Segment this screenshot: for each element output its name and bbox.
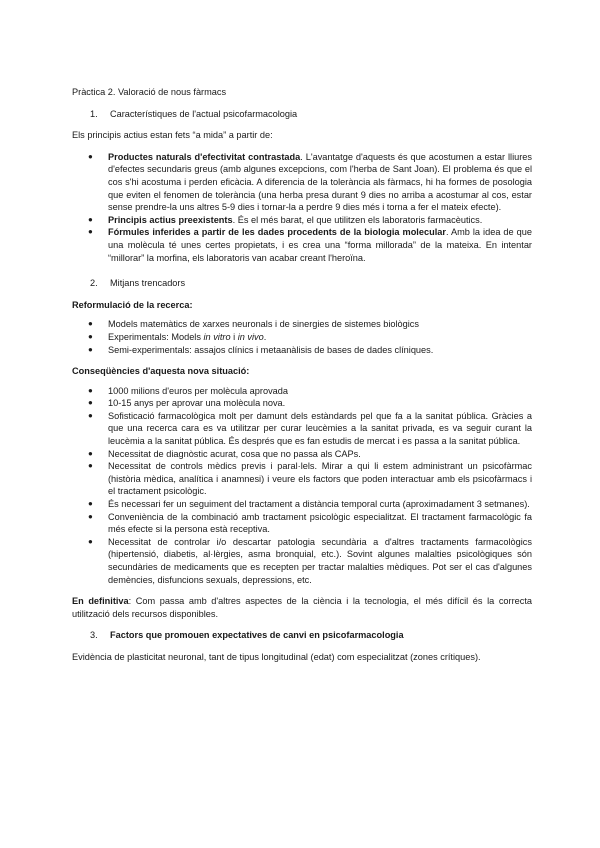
list-item bbox=[88, 498, 532, 511]
bullet-icon: ● bbox=[88, 151, 93, 161]
bullet-icon: ● bbox=[88, 410, 93, 420]
bullet-icon: ● bbox=[88, 499, 93, 509]
section-3-number: 3. bbox=[90, 630, 98, 641]
list-item-text: Necessitat de diagnòstic acurat, cosa que no passa als CAPs. bbox=[108, 448, 361, 459]
list-item bbox=[88, 511, 532, 536]
section-3-heading bbox=[90, 629, 532, 642]
list-item bbox=[88, 344, 532, 357]
list-item bbox=[88, 151, 532, 214]
subheading-reformulation: Reformulació de la recerca: bbox=[72, 299, 193, 310]
bullet-icon: ● bbox=[88, 511, 93, 521]
bullet-icon: ● bbox=[88, 344, 93, 354]
conclusion-label: En definitiva bbox=[72, 596, 129, 607]
section-3-title: Factors que promouen expectatives de canvi en psicofarmacologia bbox=[110, 630, 404, 641]
section-1-list bbox=[72, 151, 532, 264]
list-item-text: Semi-experimentals: assajos clínics i metaanàlisis de bases de dades clíniques. bbox=[108, 344, 434, 355]
list-item bbox=[88, 397, 532, 410]
list-item-text: Necessitat de controlar i/o descartar patologia secundària a d'altres tractaments farmacològics (hipertensió, diabetis, al·lèrgies, asma bronquial, etc.). Sovint algunes malalties psicològiques són secundàries de medicaments que es recepten per tractar malalties mèdiques. Pot ser el cas d'algunes demències, disfuncions sexuals, depressions, etc. bbox=[108, 536, 532, 585]
reformulation-list bbox=[72, 318, 532, 356]
list-item bbox=[88, 226, 532, 264]
list-item-text: . bbox=[263, 331, 267, 342]
bullet-icon: ● bbox=[88, 319, 93, 329]
italic-term: in vitro bbox=[203, 331, 231, 342]
bullet-icon: ● bbox=[88, 227, 93, 237]
list-item bbox=[88, 448, 532, 461]
list-item-text: . Amb la idea de que una molècula té unes certes propietats, i es crea una “forma millorada” de la mateixa. En intentar “millorar” la morfina, els laboratoris van acabar creant l'heroïna. bbox=[108, 227, 532, 263]
list-item bbox=[88, 385, 532, 398]
bullet-icon: ● bbox=[88, 536, 93, 546]
section-1-intro: Els principis actius estan fets “a mida” a partir de: bbox=[72, 130, 273, 141]
list-item-text: És necessari fer un seguiment del tractament a distància temporal curta (aproximadament 3 setmanes). bbox=[108, 499, 530, 510]
list-item bbox=[88, 214, 532, 227]
conclusion-text: : Com passa amb d'altres aspectes de la ciència i la tecnologia, el més difícil és la correcta utilització dels recursos disponibles. bbox=[72, 596, 533, 619]
section-2-heading bbox=[90, 277, 532, 290]
bullet-icon: ● bbox=[88, 448, 93, 458]
section-2-number: 2. bbox=[90, 278, 98, 289]
list-item-text: . L'avantatge d'aquests és que acostumen a estar lliures d'efectes secundaris greus (amb algunes excepcions, com l'herba de Sant Joan). El problema és que el cos s'hi acostuma i perden eficàcia. A diferencia de la tolerància als fàrmacs, hi ha formes de posologia que eviten el fenomen de tolerància (una herba presa durant 9 dies no arriba a acostumar al cos, estar sense prendre-la uns altres 5-9 dies i tornar-la a perdre 9 dies més i torna a fer el mateix efecte). bbox=[108, 151, 532, 213]
section-1-title: Característiques de l'actual psicofarmacologia bbox=[110, 108, 298, 119]
list-item-text: Conveniència de la combinació amb tractament psicològic especialitzat. El tractament farmacològic fa més efecte si la persona està receptiva. bbox=[108, 511, 532, 535]
list-item bbox=[88, 460, 532, 498]
section-3-text: Evidència de plasticitat neuronal, tant de tipus longitudinal (edat) com especialitzat (zones crítiques). bbox=[72, 651, 481, 662]
list-item bbox=[88, 410, 532, 448]
list-item-text: Necessitat de controls mèdics previs i paral·lels. Mirar a qui li estem administrant un psicofàrmac (història mèdica, analítica i anamnesi) i veure els factors que poden interactuar amb els psicofàrmacs i el tractament psicològic. bbox=[108, 461, 532, 497]
list-item-text: i bbox=[230, 331, 238, 342]
conclusion-paragraph bbox=[72, 595, 532, 620]
bullet-icon: ● bbox=[88, 461, 93, 471]
list-item-bold: Productes naturals d'efectivitat contrastada bbox=[108, 151, 301, 162]
list-item-bold: Principis actius preexistents bbox=[108, 214, 233, 225]
consequences-list bbox=[72, 385, 532, 587]
subheading-consequences: Conseqüències d'aquesta nova situació: bbox=[72, 366, 250, 377]
list-item-text: Experimentals: Models bbox=[108, 331, 204, 342]
list-item-text: Models matemàtics de xarxes neuronals i de sinergies de sistemes biològics bbox=[108, 319, 419, 330]
title-text: Valoració de nous fàrmacs bbox=[117, 87, 227, 97]
list-item bbox=[88, 318, 532, 331]
bullet-icon: ● bbox=[88, 385, 93, 395]
document-page bbox=[72, 86, 532, 673]
bullet-icon: ● bbox=[88, 398, 93, 408]
bullet-icon: ● bbox=[88, 214, 93, 224]
section-1-heading bbox=[90, 108, 532, 121]
section-1-number: 1. bbox=[90, 108, 98, 119]
list-item-text: 10-15 anys per aprovar una molècula nova. bbox=[108, 398, 286, 409]
italic-term: in vivo bbox=[237, 331, 264, 342]
list-item bbox=[88, 331, 532, 344]
list-item bbox=[88, 536, 532, 586]
bullet-icon: ● bbox=[88, 331, 93, 341]
title-prefix: Pràctica 2. bbox=[72, 87, 118, 97]
list-item-text: 1000 milions d'euros per molècula aprovada bbox=[108, 385, 288, 396]
list-item-text: Sofisticació farmacològica molt per damunt dels estàndards pel que fa a la sanitat pública. Gràcies a que una recerca cara es va utilitzar per curar leucèmies a la sanitat privada, es va seguir curant la leucèmia a la sanitat pública. És després que es fan estudis de mercat i es passa a la sanitat pública. bbox=[108, 410, 532, 447]
list-item-bold: Fórmules inferides a partir de les dades procedents de la biologia molecular bbox=[108, 227, 446, 238]
section-2-title: Mitjans trencadors bbox=[110, 278, 186, 289]
document-title bbox=[72, 86, 532, 99]
list-item-text: . És el més barat, el que utilitzen els laboratoris farmacèutics. bbox=[232, 214, 483, 225]
